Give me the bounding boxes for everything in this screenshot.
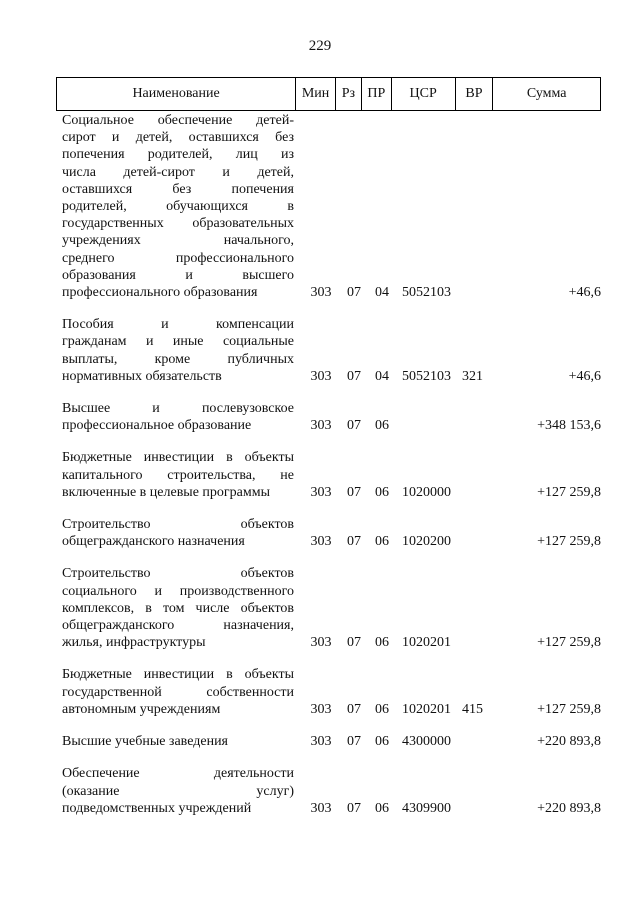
row-csr: 4309900 <box>402 800 451 816</box>
row-rz: 07 <box>347 285 361 301</box>
row-vr: 415 <box>462 701 483 717</box>
row-name-line: среднего профессионального <box>62 250 294 266</box>
row-sum: +127 259,8 <box>537 635 601 651</box>
row-name-line: профессионального образования <box>62 285 258 301</box>
row-rz: 07 <box>347 800 361 816</box>
row-rz: 07 <box>347 734 361 750</box>
table-row <box>56 565 601 651</box>
row-name-line: капитального строительства, не <box>62 467 294 483</box>
row-name-line: государственной собственности <box>62 684 294 700</box>
row-sum: +348 153,6 <box>537 418 601 434</box>
row-name <box>56 112 294 301</box>
row-vr: 321 <box>462 368 483 384</box>
row-name-line: Высшие учебные заведения <box>62 734 228 750</box>
row-pr: 06 <box>375 484 389 500</box>
table-row <box>56 516 601 550</box>
header-name: Наименование <box>57 78 296 110</box>
row-csr: 5052103 <box>402 285 451 301</box>
row-csr: 1020201 <box>402 635 451 651</box>
row-name <box>56 565 294 651</box>
row-name-line: Строительство объектов <box>62 566 294 582</box>
row-pr: 06 <box>375 734 389 750</box>
table-body <box>56 112 601 832</box>
row-name-line: числа детей-сирот и детей, <box>62 164 294 180</box>
row-name-line: учреждениях начального, <box>62 233 294 249</box>
row-pr: 04 <box>375 285 389 301</box>
row-min: 303 <box>310 800 332 816</box>
row-name-line: родителей, обучающихся в <box>62 199 294 215</box>
row-sum: +127 259,8 <box>537 534 601 550</box>
row-name <box>56 765 294 817</box>
row-min: 303 <box>310 635 332 651</box>
table-row <box>56 400 601 434</box>
table-row <box>56 112 601 301</box>
table-row <box>56 733 601 750</box>
header-csr: ЦСР <box>392 78 456 110</box>
row-name <box>56 733 294 750</box>
row-name-line: включенные в целевые программы <box>62 484 271 500</box>
row-name-line: Бюджетные инвестиции в объекты <box>62 450 294 466</box>
row-sum: +220 893,8 <box>537 734 601 750</box>
row-csr: 5052103 <box>402 368 451 384</box>
header-pr: ПР <box>362 78 392 110</box>
row-pr: 04 <box>375 368 389 384</box>
row-sum: +220 893,8 <box>537 800 601 816</box>
row-name-line: Социальное обеспечение детей- <box>62 113 294 128</box>
row-csr: 1020201 <box>402 701 451 717</box>
row-min: 303 <box>310 368 332 384</box>
row-min: 303 <box>310 418 332 434</box>
page-number: 229 <box>308 38 332 54</box>
row-name-line: Бюджетные инвестиции в объекты <box>62 667 294 683</box>
row-pr: 06 <box>375 701 389 717</box>
row-rz: 07 <box>347 368 361 384</box>
row-name-line: Строительство объектов <box>62 517 294 533</box>
row-name-line: социального и производственного <box>62 583 294 599</box>
row-name-line: общегражданского назначения, <box>62 618 294 634</box>
row-name-line: государственных образовательных <box>62 216 294 232</box>
row-sum: +46,6 <box>568 285 601 301</box>
header-vr: ВР <box>456 78 494 110</box>
row-csr: 4300000 <box>402 734 451 750</box>
row-name-line: Обеспечение деятельности <box>62 766 294 782</box>
row-min: 303 <box>310 734 332 750</box>
row-name-line: нормативных обязательств <box>62 368 222 384</box>
row-name <box>56 516 294 550</box>
row-rz: 07 <box>347 701 361 717</box>
row-name-line: Пособия и компенсации <box>62 317 294 333</box>
table-header <box>56 77 601 111</box>
table-row <box>56 316 601 385</box>
row-csr: 1020000 <box>402 484 451 500</box>
row-name <box>56 666 294 718</box>
row-name <box>56 400 294 434</box>
row-min: 303 <box>310 701 332 717</box>
table-row <box>56 449 601 501</box>
row-name <box>56 316 294 385</box>
row-csr: 1020200 <box>402 534 451 550</box>
row-name-line: (оказание услуг) <box>62 783 294 799</box>
header-sum: Сумма <box>526 86 567 101</box>
row-name-line: гражданам и иные социальные <box>62 334 294 350</box>
row-name-line: профессиональное образование <box>62 418 252 434</box>
row-rz: 07 <box>347 534 361 550</box>
row-name-line: комплексов, в том числе объектов <box>62 600 294 616</box>
row-rz: 07 <box>347 635 361 651</box>
row-name-line: Высшее и послевузовское <box>62 401 294 417</box>
row-pr: 06 <box>375 635 389 651</box>
header-rz: Рз <box>336 78 362 110</box>
row-sum: +127 259,8 <box>537 484 601 500</box>
row-min: 303 <box>310 484 332 500</box>
table-row <box>56 666 601 718</box>
row-min: 303 <box>310 285 332 301</box>
row-min: 303 <box>310 534 332 550</box>
row-name-line: попечения родителей, лиц из <box>62 147 294 163</box>
row-name-line: сирот и детей, оставшихся без <box>62 130 294 146</box>
row-name-line: жилья, инфраструктуры <box>62 635 206 651</box>
header-min: Мин <box>296 78 336 110</box>
row-name-line: подведомственных учреждений <box>62 800 252 816</box>
table-row <box>56 765 601 817</box>
row-name <box>56 449 294 501</box>
row-pr: 06 <box>375 800 389 816</box>
row-name-line: оставшихся без попечения <box>62 181 294 197</box>
row-sum: +46,6 <box>568 368 601 384</box>
row-rz: 07 <box>347 484 361 500</box>
row-name-line: общегражданского назначения <box>62 534 245 550</box>
row-rz: 07 <box>347 418 361 434</box>
row-name-line: образования и высшего <box>62 267 294 283</box>
row-pr: 06 <box>375 534 389 550</box>
row-name-line: выплаты, кроме публичных <box>62 351 294 367</box>
row-name-line: автономным учреждениям <box>62 701 221 717</box>
row-pr: 06 <box>375 418 389 434</box>
row-sum: +127 259,8 <box>537 701 601 717</box>
